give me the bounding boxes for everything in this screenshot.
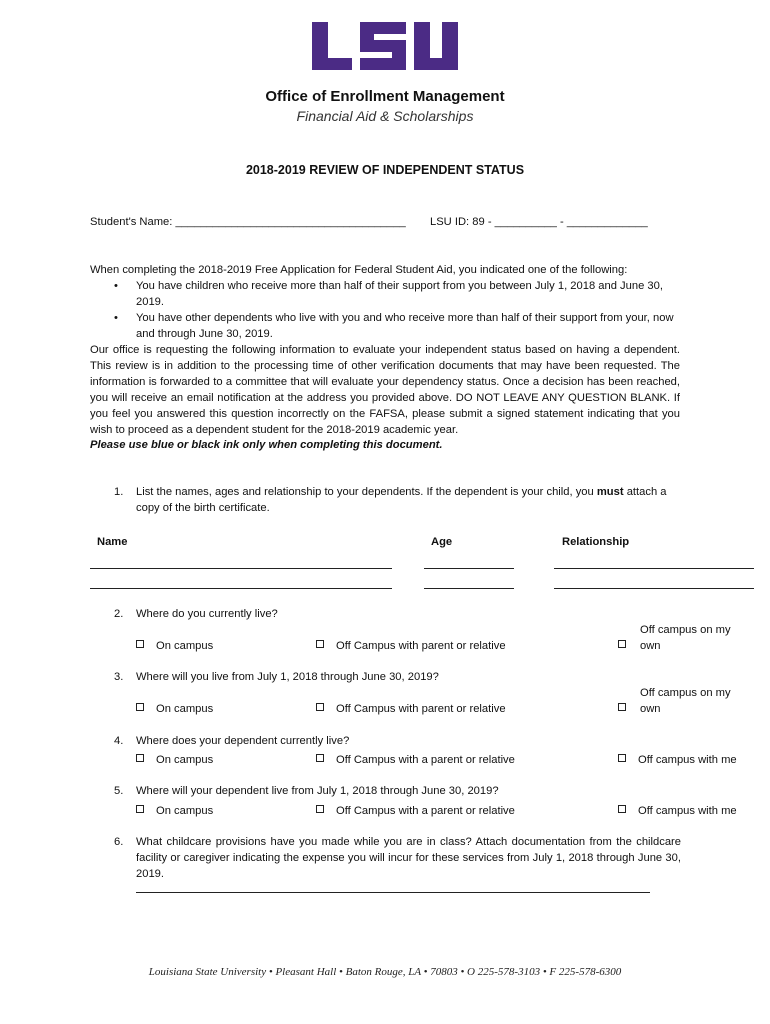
question-number: 4.	[114, 735, 124, 747]
dependent-age-line[interactable]	[424, 568, 514, 569]
question-number: 3.	[114, 671, 124, 683]
question-text: Where will you live from July 1, 2018 through June 30, 2019?	[136, 671, 439, 683]
student-name-field[interactable]: Student's Name: _____________________________________	[90, 216, 406, 228]
checkbox-icon[interactable]	[618, 805, 626, 813]
lsu-logo	[310, 20, 460, 72]
question-text: Where will your dependent live from July 1, 2018 through June 30, 2019?	[136, 785, 499, 797]
bullet-item	[108, 310, 680, 342]
question-text: What childcare provisions have you made while you are in class? Attach documentation from the childcare facility or caregiver indicating the expense you will incur for these services from July 1, 2018 through June 30, 2019.	[136, 836, 681, 880]
option-on-campus[interactable]: On campus	[136, 638, 213, 654]
column-age-header: Age	[431, 536, 453, 548]
question-number: 1.	[114, 486, 124, 498]
student-info-row	[90, 214, 690, 230]
checkbox-icon[interactable]	[136, 703, 144, 711]
question-text: Where does your dependent currently live?	[136, 735, 350, 747]
option-on-campus[interactable]: On campus	[136, 752, 213, 768]
office-heading: Office of Enrollment Management	[265, 88, 505, 105]
childcare-answer-line[interactable]	[136, 892, 650, 893]
checkbox-icon[interactable]	[618, 703, 626, 711]
form-title: 2018-2019 REVIEW OF INDEPENDENT STATUS	[245, 163, 525, 177]
dependent-age-line[interactable]	[424, 588, 514, 589]
option-off-campus-parent[interactable]: Off Campus with parent or relative	[316, 638, 506, 654]
ink-note: Please use blue or black ink only when completing this document.	[90, 439, 443, 451]
dependent-name-line[interactable]	[90, 568, 392, 569]
checkbox-icon[interactable]	[136, 754, 144, 762]
bullet-text: You have other dependents who live with you and who receive more than half of their support from your, now and through June 30, 2019.	[136, 312, 674, 340]
dependent-name-line[interactable]	[90, 588, 392, 589]
option-off-campus-parent[interactable]: Off Campus with a parent or relative	[316, 752, 515, 768]
option-off-campus-own: Off campus on my own	[640, 687, 731, 715]
checkbox-icon[interactable]	[618, 754, 626, 762]
option-on-campus[interactable]: On campus	[136, 803, 213, 819]
bullet-icon: •	[114, 312, 118, 324]
checkbox-icon[interactable]	[618, 640, 626, 648]
intro-lead: When completing the 2018-2019 Free Application for Federal Student Aid, you indicated one of the following:	[90, 264, 628, 276]
checkbox-icon[interactable]	[316, 805, 324, 813]
question-number: 5.	[114, 785, 124, 797]
question-number: 6.	[114, 836, 124, 848]
checkbox-icon[interactable]	[316, 703, 324, 711]
option-off-campus-own-checkbox[interactable]	[618, 638, 638, 654]
instructions-paragraph: Our office is requesting the following information to evaluate your independent status based on having a dependent. This review is in addition to the processing time of other verification documents that may have been requested. The information is forwarded to a committee that will evaluate your dependency status. Once a decision has been reached, you will receive an email notification at the address you provided above. DO NOT LEAVE ANY QUESTION BLANK. If you feel you answered this question incorrectly on the FAFSA, please submit a signed statement indicating that you wish to proceed as a dependent student for the 2018-2019 academic year.	[90, 344, 680, 436]
option-off-campus-parent[interactable]: Off Campus with parent or relative	[316, 701, 506, 717]
bullet-icon: •	[114, 280, 118, 292]
office-subtitle: Financial Aid & Scholarships	[296, 108, 474, 124]
checkbox-icon[interactable]	[316, 640, 324, 648]
option-off-campus-with-me[interactable]: Off campus with me	[618, 752, 737, 768]
column-relationship-header: Relationship	[562, 536, 630, 548]
dependent-relationship-line[interactable]	[554, 588, 754, 589]
question-text: Where do you currently live?	[136, 608, 278, 620]
question-text: List the names, ages and relationship to your dependents. If the dependent is your child, you must attach a copy of the birth certificate.	[136, 486, 667, 514]
column-name-header: Name	[97, 536, 128, 548]
checkbox-icon[interactable]	[136, 805, 144, 813]
option-off-campus-with-me[interactable]: Off campus with me	[618, 803, 737, 819]
dependent-relationship-line[interactable]	[554, 568, 754, 569]
option-off-campus-own: Off campus on my own	[640, 624, 731, 652]
option-off-campus-own-checkbox[interactable]	[618, 701, 638, 717]
question-number: 2.	[114, 608, 124, 620]
checkbox-icon[interactable]	[136, 640, 144, 648]
checkbox-icon[interactable]	[316, 754, 324, 762]
option-off-campus-parent[interactable]: Off Campus with a parent or relative	[316, 803, 515, 819]
bullet-text: You have children who receive more than half of their support from you between July 1, 2018 and June 30, 2019.	[136, 280, 663, 308]
intro-bullets	[108, 278, 680, 342]
option-on-campus[interactable]: On campus	[136, 701, 213, 717]
lsu-id-field[interactable]: LSU ID: 89 - __________ - _____________	[430, 216, 648, 228]
footer-address: Louisiana State University • Pleasant Hall • Baton Rouge, LA • 70803 • O 225-578-3103 • F 225-578-6300	[148, 966, 622, 978]
bullet-item	[108, 278, 680, 310]
